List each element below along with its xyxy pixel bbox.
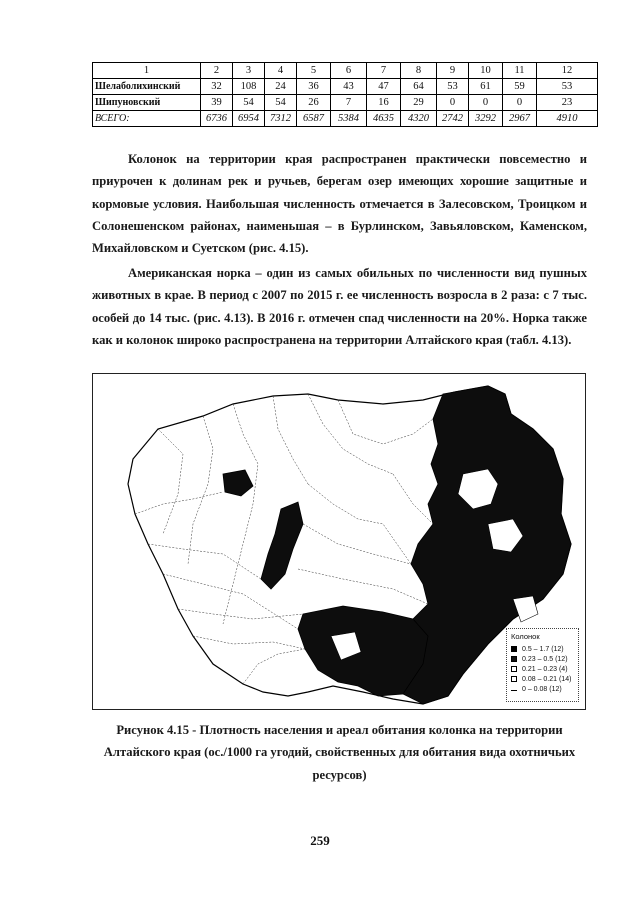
row-name: Шелаболихинский [93, 79, 201, 95]
table-cell: 3292 [469, 111, 503, 127]
paragraph-kolonok: Колонок на территории края распространен практически повсеместно и приурочен к долинам рек и ручьев, берегам озер имеющих хорошие защитные и кормовые условия. Наибольшая численность отмечается в Залесовском, Троицком и Солонешенском районах, наименьшая – в Бурлинском, Завьяловском, Каменском, Михайловском и Суетском (рис. 4.15). [92, 152, 587, 256]
legend-swatch [511, 676, 517, 682]
table-cell: 53 [537, 79, 598, 95]
table-header-cell: 8 [401, 63, 437, 79]
table-cell: 16 [367, 95, 401, 111]
table-header-cell: 11 [503, 63, 537, 79]
table-cell: 29 [401, 95, 437, 111]
table-header-cell: 3 [233, 63, 265, 79]
table-row [93, 95, 598, 111]
legend-title: Колонок [511, 632, 540, 641]
table-cell: 6587 [297, 111, 331, 127]
table-cell: 6954 [233, 111, 265, 127]
table-cell: 2967 [503, 111, 537, 127]
table-cell: 0 [469, 95, 503, 111]
legend-swatch [511, 656, 517, 662]
table-cell: 54 [265, 95, 297, 111]
table-cell: 7312 [265, 111, 297, 127]
table-header-cell: 12 [537, 63, 598, 79]
caption-line: ресурсов) [312, 767, 367, 782]
legend-label: 0.5 – 1.7 (12) [522, 645, 564, 653]
legend-item [511, 684, 574, 694]
legend-item [511, 644, 574, 654]
row-name: Шипуновский [93, 95, 201, 111]
table-header-cell: 7 [367, 63, 401, 79]
table-header-row [93, 63, 598, 79]
table-total-row [93, 111, 598, 127]
map-legend [506, 628, 579, 702]
total-label: ВСЕГО: [93, 111, 201, 127]
table-header-cell: 10 [469, 63, 503, 79]
legend-label: 0.08 – 0.21 (14) [522, 675, 572, 683]
legend-item [511, 654, 574, 664]
legend-item [511, 664, 574, 674]
table-cell: 59 [503, 79, 537, 95]
legend-label: 0 – 0.08 (12) [522, 685, 562, 693]
table-cell: 24 [265, 79, 297, 95]
table-cell: 2742 [437, 111, 469, 127]
table-cell: 6736 [201, 111, 233, 127]
table-cell: 108 [233, 79, 265, 95]
table-cell: 64 [401, 79, 437, 95]
table-cell: 26 [297, 95, 331, 111]
table-cell: 36 [297, 79, 331, 95]
caption-line: Рисунок 4.15 - Плотность населения и ареал обитания колонка на территории [116, 723, 563, 737]
table-cell: 23 [537, 95, 598, 111]
table-cell: 4635 [367, 111, 401, 127]
table-row [93, 79, 598, 95]
table-cell: 43 [331, 79, 367, 95]
statistics-table [92, 62, 598, 127]
table-cell: 0 [437, 95, 469, 111]
table-cell: 32 [201, 79, 233, 95]
table-cell: 7 [331, 95, 367, 111]
table-header-cell: 9 [437, 63, 469, 79]
table-cell: 54 [233, 95, 265, 111]
legend-label: 0.21 – 0.23 (4) [522, 665, 568, 673]
paragraph-norka: Американская норка – один из самых обильных по численности вид пушных животных в крае. В период с 2007 по 2015 г. ее численность возросла в 2 раза: с 7 тыс. особей до 14 тыс. (рис. 4.13). В 2016 г. отмечен спад численности на 20%. Норка также как и колонок широко распространена на территории Алтайского края (табл. 4.13). [92, 266, 587, 347]
distribution-map [92, 373, 586, 710]
table-cell: 0 [503, 95, 537, 111]
table-header-cell: 5 [297, 63, 331, 79]
legend-swatch [511, 666, 517, 672]
legend-swatch [511, 690, 517, 691]
table-header-cell: 6 [331, 63, 367, 79]
legend-item [511, 674, 574, 684]
figure-caption [92, 719, 587, 786]
legend-label: 0.23 – 0.5 (12) [522, 655, 568, 663]
table-cell: 61 [469, 79, 503, 95]
table-cell: 53 [437, 79, 469, 95]
page-number: 259 [310, 833, 330, 848]
table-cell: 4910 [537, 111, 598, 127]
table-cell: 47 [367, 79, 401, 95]
table-header-cell: 1 [93, 63, 201, 79]
table-header-cell: 2 [201, 63, 233, 79]
table-cell: 5384 [331, 111, 367, 127]
table-cell: 39 [201, 95, 233, 111]
table-cell: 4320 [401, 111, 437, 127]
caption-line: Алтайского края (ос./1000 га угодий, свойственных для обитания вида охотничьих [103, 745, 576, 760]
low-density-patch [513, 596, 538, 622]
table-header-cell: 4 [265, 63, 297, 79]
legend-swatch [511, 646, 517, 652]
